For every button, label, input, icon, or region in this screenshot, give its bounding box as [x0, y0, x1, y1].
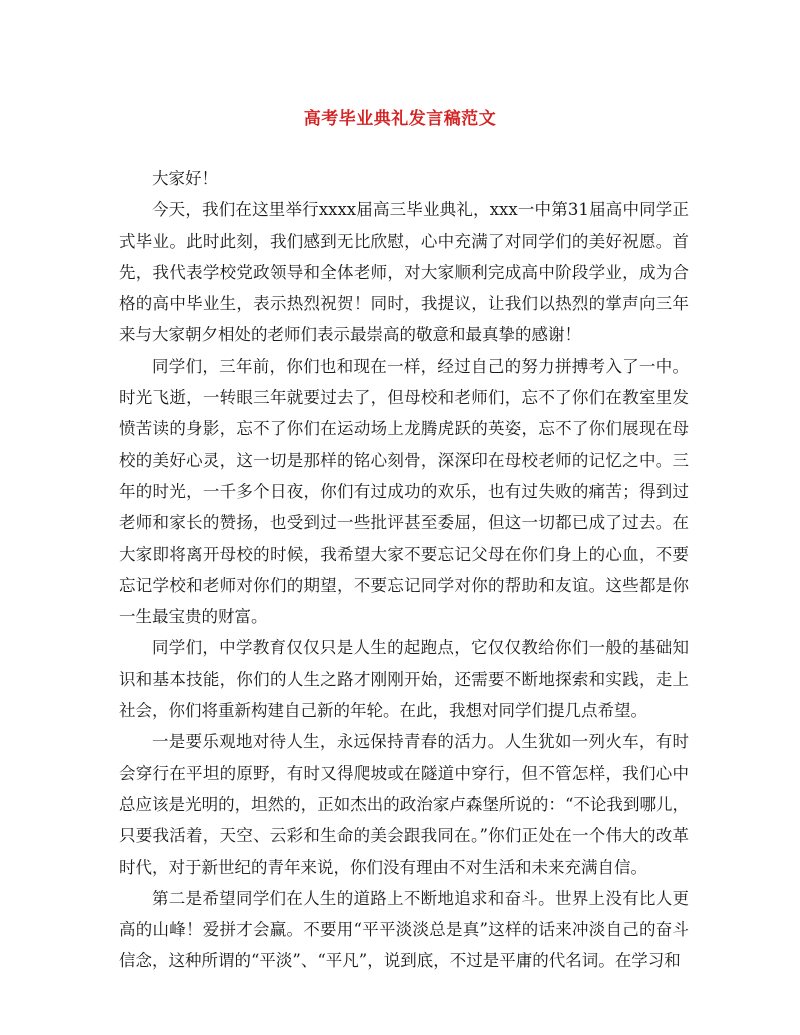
paragraph-greeting: 大家好！	[152, 169, 218, 188]
paragraph-2: 同学们，三年前，你们也和现在一样，经过自己的努力拼搏考入了一中。时光飞逝，一转眼三年就要过去了，但母校和老师们，忘不了你们在教室里发愤苦读的身影，忘不了你们在运动场上龙腾虎跃的英姿，忘不了你们展现在母校的美好心灵，这一切是那样的铭心刻骨，深深印在母校老师的记忆之中。三年的时光，一千多个日夜，你们有过成功的欢乐，也有过失败的痛苦；得到过老师和家长的赞扬，也受到过一些批评甚至委屈，但这一切都已成了过去。在大家即将离开母校的时候，我希望大家不要忘记父母在你们身上的心血，不要忘记学校和老师对你们的期望，不要忘记同学对你的帮助和友谊。这些都是你一生最宝贵的财富。	[119, 356, 689, 627]
paragraph-4: 一是要乐观地对待人生，永远保持青春的活力。人生犹如一列火车，有时会穿行在平坦的原野，有时又得爬坡或在隧道中穿行，但不管怎样，我们心中总应该是光明的，坦然的，正如杰出的政治家卢森堡所说的：“不论我到哪儿，只要我活着，天空、云彩和生命的美会跟我同在。”你们正处在一个伟大的改革时代，对于新世纪的青年来说，你们没有理由不对生活和未来充满自信。	[119, 732, 689, 877]
paragraph-3: 同学们，中学教育仅仅只是人生的起跑点，它仅仅教给你们一般的基础知识和基本技能，你们的人生之路才刚刚开始，还需要不断地探索和实践，走上社会，你们将重新构建自己新的年轮。在此，我想对同学们提几点希望。	[119, 638, 689, 721]
paragraph-5: 第二是希望同学们在人生的道路上不断地追求和奋斗。世界上没有比人更高的山峰！爱拼才会赢。不要用“平平淡淡总是真”这样的话来冲淡自己的奋斗信念，这种所谓的“平淡”、“平凡”，说到底，不过是平庸的代名词。在学习和	[119, 888, 689, 971]
document-title: 高考毕业典礼发言稿范文	[303, 109, 497, 129]
document-body	[119, 163, 689, 977]
paragraph-1: 今天，我们在这里举行xxxx届高三毕业典礼，xxx一中第31届高中同学正式毕业。此时此刻，我们感到无比欣慰，心中充满了对同学们的美好祝愿。首先，我代表学校党政领导和全体老师，对大家顺利完成高中阶段学业，成为合格的高中毕业生，表示热烈祝贺！同时，我提议，让我们以热烈的掌声向三年来与大家朝夕相处的老师们表示最崇高的敬意和最真挚的感谢！	[119, 200, 689, 345]
